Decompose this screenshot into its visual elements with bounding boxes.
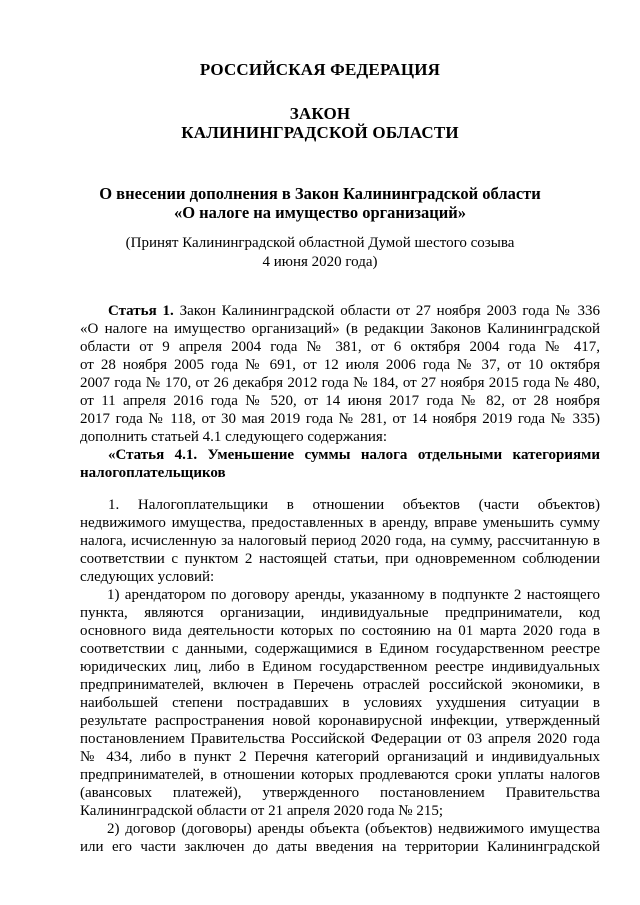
condition2-line-0: 2) договор (договоры) аренды объекта (объектов) недвижимого имущества bbox=[107, 821, 600, 837]
paragraph1-line-3: соответствии с пунктом 2 настоящей статьи, при одновременном соблюдении bbox=[80, 551, 600, 567]
country-heading: РОССИЙСКАЯ ФЕДЕРАЦИЯ bbox=[199, 60, 441, 79]
condition1-line-2: основного вида деятельности которых по состоянию на 01 марта 2020 года в bbox=[80, 623, 600, 639]
article1-line-4: 2007 года № 170, от 26 декабря 2012 года № 184, от 27 ноября 2015 года № 480, bbox=[80, 375, 600, 391]
article1-line-3: от 28 ноября 2005 года № 691, от 12 июля 2006 года № 37, от 10 октября bbox=[80, 357, 600, 373]
article1-line-6: 2017 года № 118, от 30 мая 2019 года № 281, от 14 ноября 2019 года № 335) bbox=[80, 411, 600, 427]
condition2-line-1: или его части заключен до даты введения на территории Калининградской bbox=[80, 839, 600, 855]
paragraph1-line-2: налога, исчисленную за налоговый период 2020 года, на сумму, рассчитанную в bbox=[80, 533, 600, 549]
condition1-line-10: предпринимателей, в отношении которых продлеваются сроки уплаты налогов bbox=[80, 767, 600, 783]
article1-line-1: «О налоге на имущество организаций» (в редакции Законов Калининградской bbox=[80, 321, 600, 337]
condition1-line-3: соответствии с данными, содержащимися в Едином государственном реестре bbox=[80, 641, 600, 657]
article1-line-5: от 11 апреля 2016 года № 520, от 14 июня 2017 года № 82, от 28 ноября bbox=[80, 393, 600, 409]
condition1-line-4: юридических лиц, либо в Едином государственном реестре индивидуальных bbox=[80, 659, 600, 675]
condition1-line-8: постановлением Правительства Российской Федерации от 03 апреля 2020 года bbox=[80, 731, 600, 747]
condition1-line-7: результате распространения новой коронавирусной инфекции, утвержденный bbox=[80, 713, 600, 729]
condition1-line-6: наибольшей степени пострадавших в условиях ухудшения ситуации в bbox=[80, 695, 600, 711]
article41-heading-line2: налогоплательщиков bbox=[80, 465, 226, 481]
paragraph1-line-4: следующих условий: bbox=[80, 569, 215, 585]
law-title-line1: О внесении дополнения в Закон Калининградской области bbox=[99, 184, 541, 203]
adoption-line2: 4 июня 2020 года) bbox=[262, 254, 378, 270]
paragraph1-line-1: недвижимого имущества, предоставленных в аренду, вправе уменьшить сумму bbox=[80, 515, 600, 531]
law-title-line2: «О налоге на имущество организаций» bbox=[173, 203, 467, 222]
article1-line-7: дополнить статьей 4.1 следующего содержания: bbox=[80, 429, 387, 445]
article1-line-0: Закон Калининградской области от 27 ноября 2003 года № 336 bbox=[179, 303, 600, 319]
condition1-line-5: предпринимателей, включен в Перечень отраслей российской экономики, в bbox=[80, 677, 600, 693]
region-heading: КАЛИНИНГРАДСКОЙ ОБЛАСТИ bbox=[181, 123, 459, 142]
condition1-line-1: пункта, являются организации, индивидуальные предприниматели, код bbox=[80, 605, 600, 621]
paragraph1-line-0: 1. Налогоплательщики в отношении объектов (части объектов) bbox=[108, 497, 600, 513]
article1-line-2: области от 9 апреля 2004 года № 381, от 6 октября 2004 года № 417, bbox=[80, 339, 600, 355]
condition1-line-9: № 434, либо в пункт 2 Перечня категорий организаций и индивидуальных bbox=[80, 749, 600, 765]
condition1-line-12: Калининградской области от 21 апреля 2020 года № 215; bbox=[80, 803, 443, 819]
condition1-line-11: (авансовых платежей), утвержденного постановлением Правительства bbox=[80, 785, 600, 801]
article41-heading-line1: «Статья 4.1. Уменьшение суммы налога отдельными категориями bbox=[108, 447, 600, 463]
adoption-line1: (Принят Калининградской областной Думой шестого созыва bbox=[125, 235, 515, 251]
article1-first-line bbox=[108, 302, 600, 320]
condition1-line-0: 1) арендатором по договору аренды, указанному в подпункте 2 настоящего bbox=[107, 587, 600, 603]
article1-label: Статья 1. bbox=[108, 303, 174, 319]
doc-type-heading: ЗАКОН bbox=[289, 104, 351, 123]
